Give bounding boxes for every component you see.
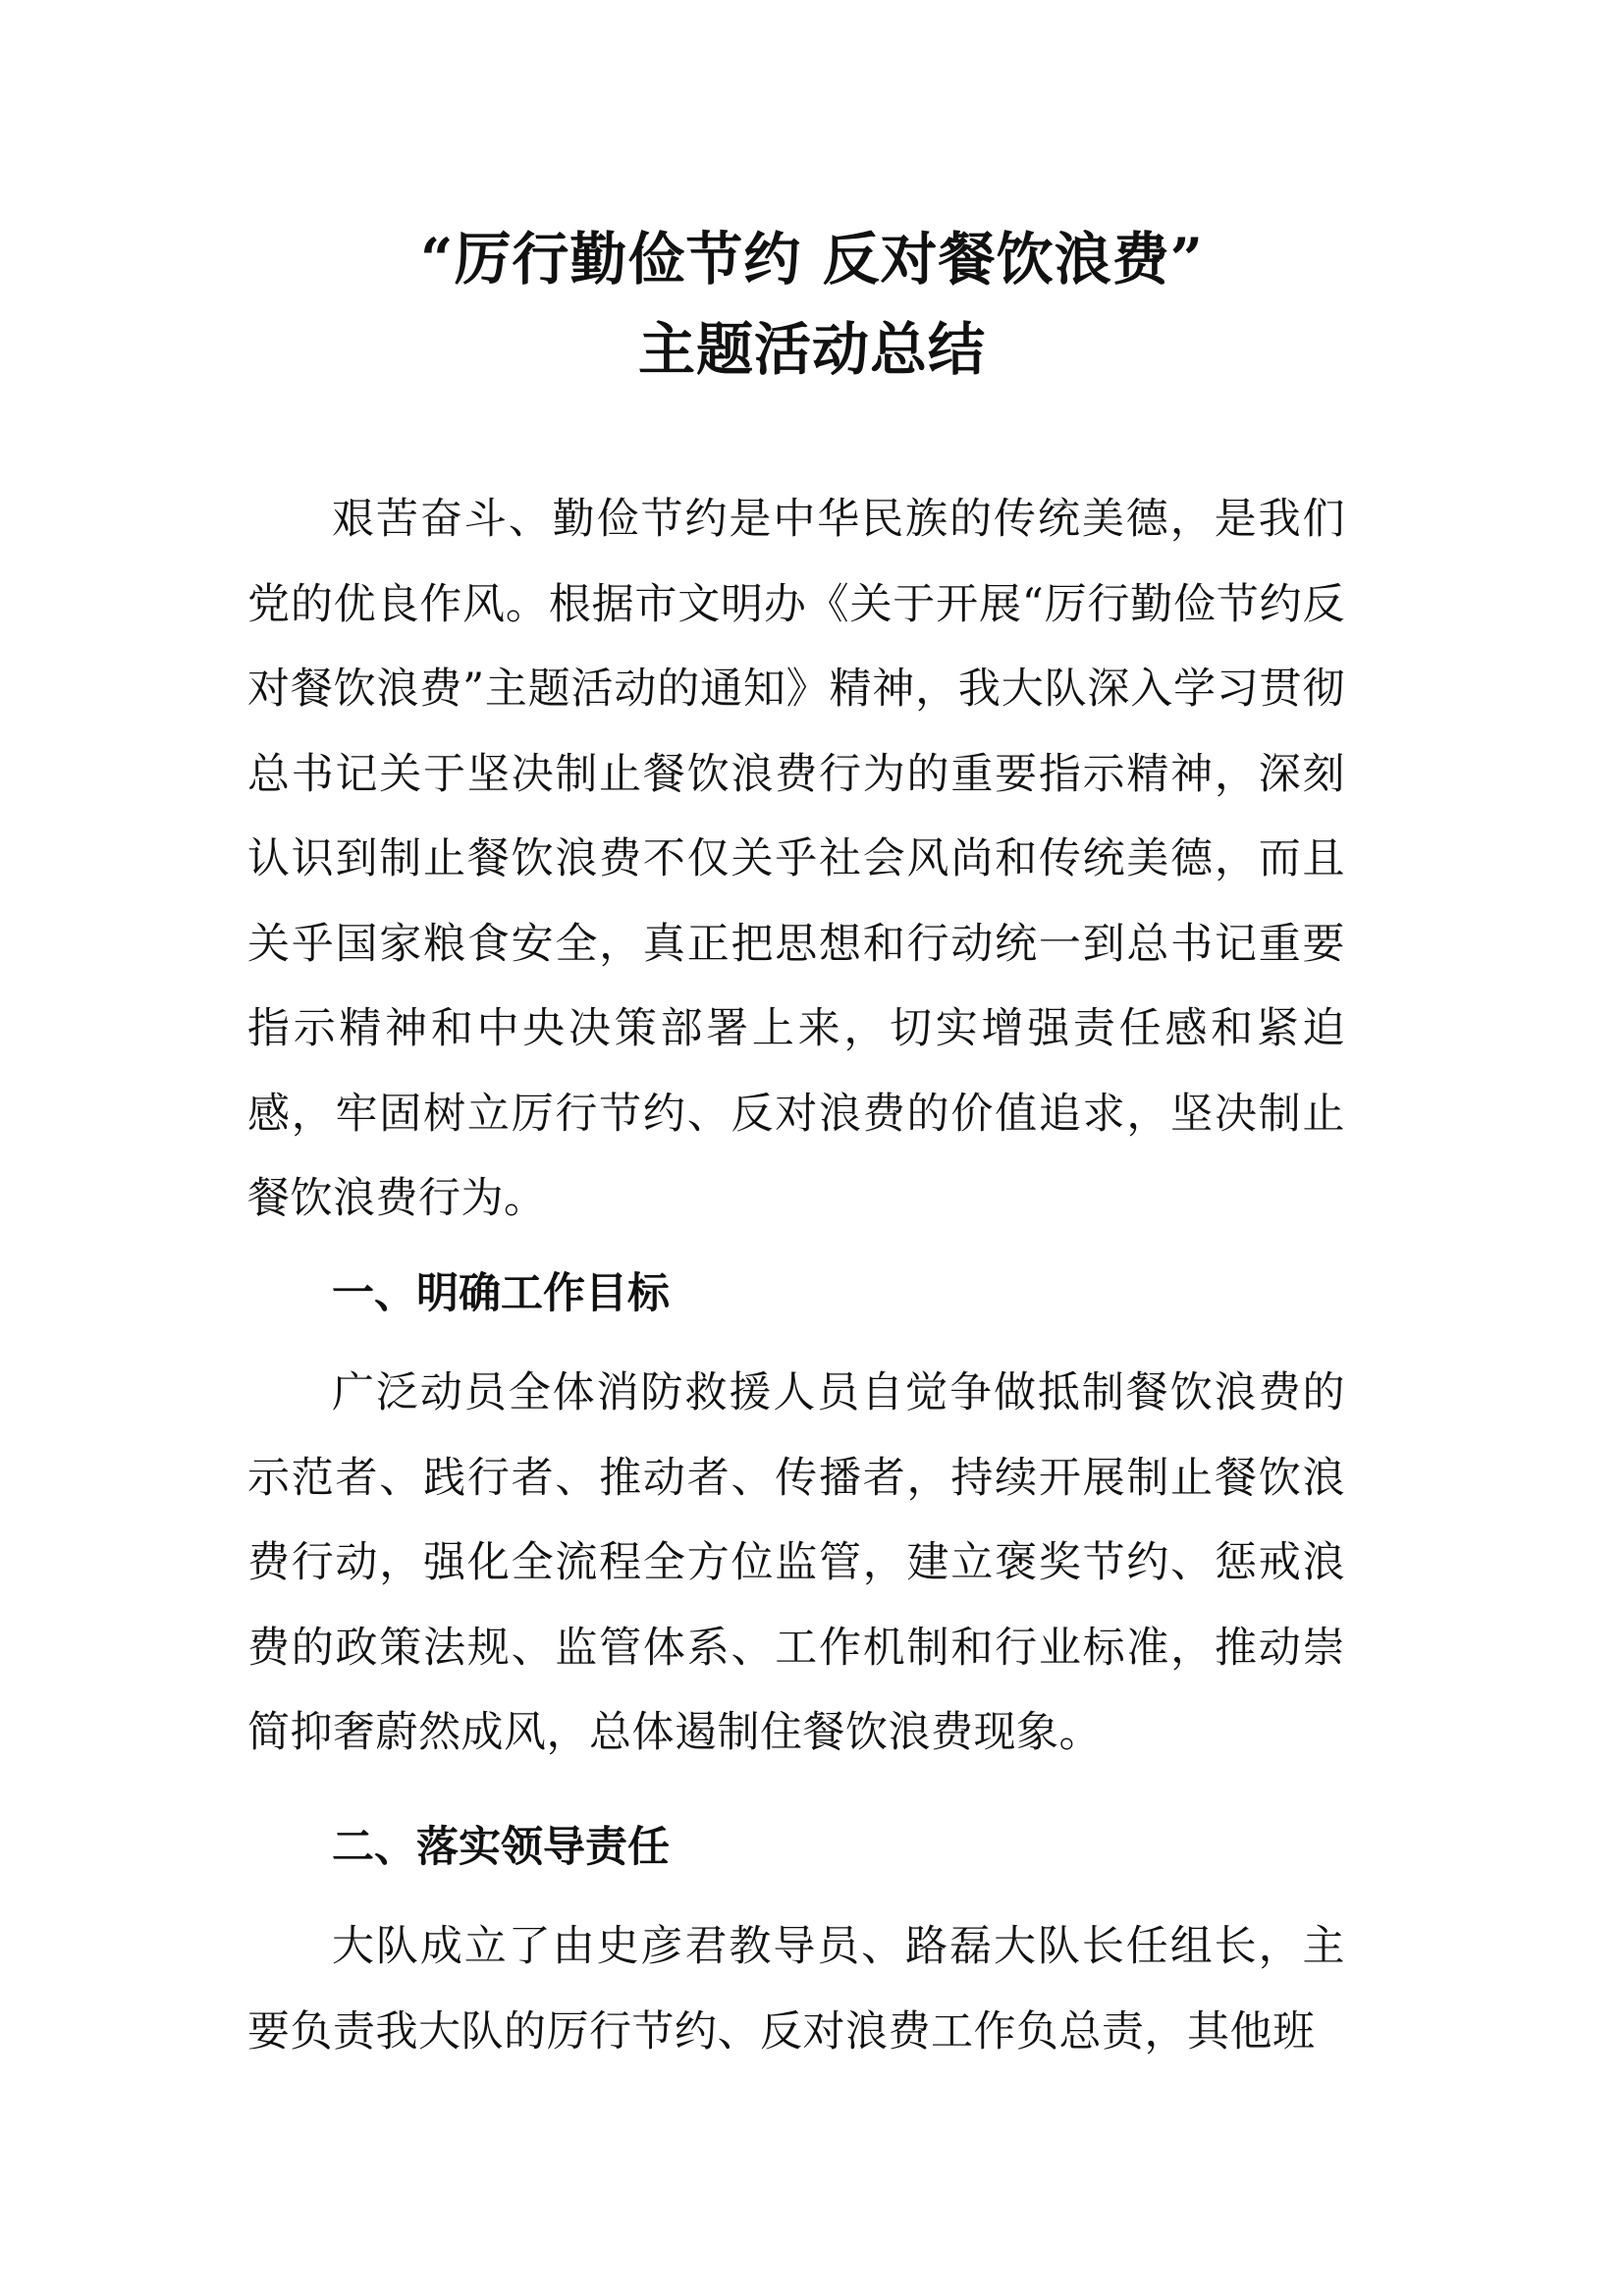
paragraph-intro: 艰苦奋斗、勤俭节约是中华民族的传统美德，是我们党的优良作风。根据市文明办《关于开展“厉行勤俭节约反对餐饮浪费”主题活动的通知》精神，我大队深入学习贯彻总书记关于坚决制止餐饮浪费行为的重要指示精神，深刻认识到制止餐饮浪费不仅关乎社会风尚和传统美德，而且关乎国家粮食安全，真正把思想和行动统一到总书记重要指示精神和中央决策部署上来，切实增强责任感和紧迫感，牢固树立厉行节约、反对浪费的价值追求，坚决制止餐饮浪费行为。 (247, 495, 1345, 1223)
document-title (0, 214, 1624, 395)
section-2-body (247, 1904, 1345, 2074)
title-line-1: “厉行勤俭节约 反对餐饮浪费” (420, 226, 1204, 293)
paragraph-leadership: 大队成立了由史彦君教导员、路磊大队长任组长，主要负责我大队的厉行节约、反对浪费工作负总责，其他班 (247, 1922, 1345, 2056)
title-line-2: 主题活动总结 (637, 316, 986, 383)
paragraph-goals: 广泛动员全体消防救援人员自觉争做抵制餐饮浪费的示范者、践行者、推动者、传播者，持续开展制止餐饮浪费行动，强化全流程全方位监管，建立褒奖节约、惩戒浪费的政策法规、监管体系、工作机制和行业标准，推动崇简抑奢蔚然成风，总体遏制住餐饮浪费现象。 (247, 1368, 1345, 1757)
section-heading-2: 二、落实领导责任 (332, 1823, 670, 1872)
intro-section (247, 477, 1345, 1242)
section-1-body (247, 1351, 1345, 1776)
section-heading-1: 一、明确工作目标 (332, 1269, 670, 1318)
